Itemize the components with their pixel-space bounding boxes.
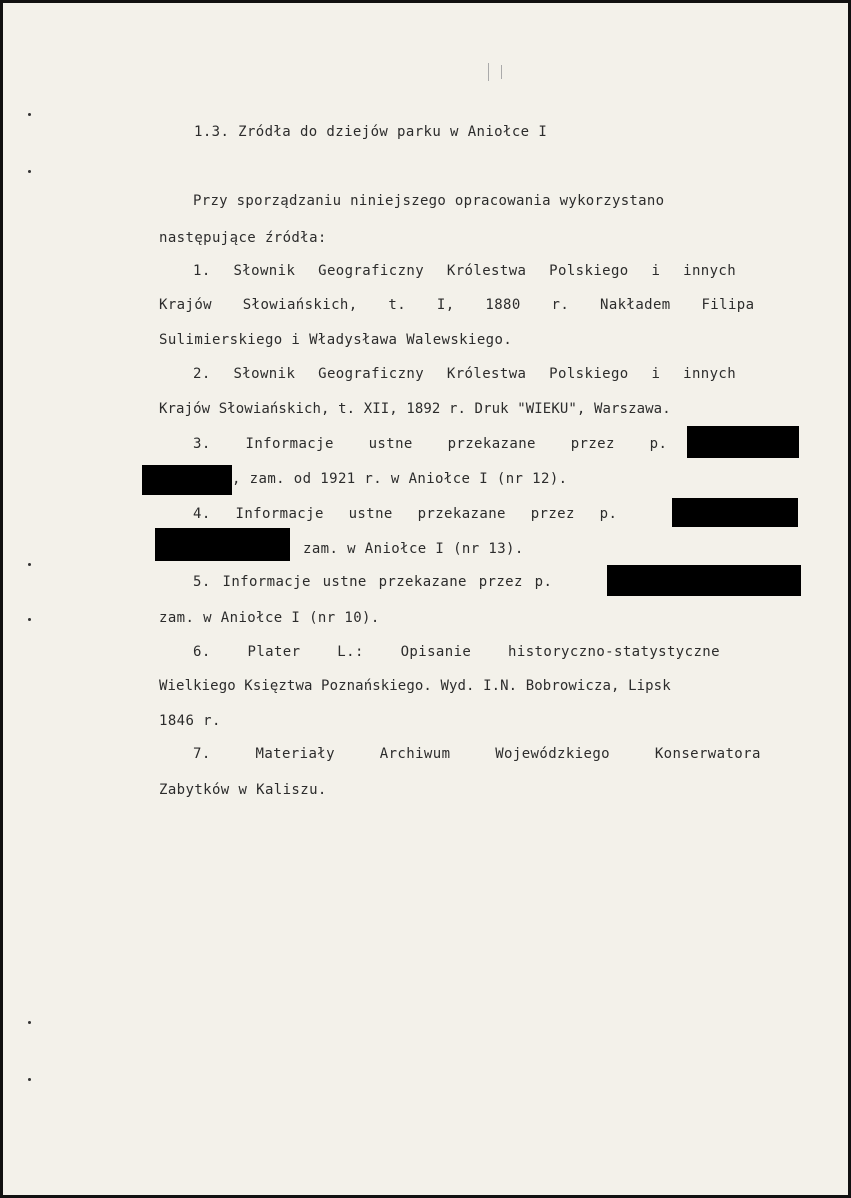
margin-mark: [28, 1021, 31, 1024]
source-item-7-line-2: Zabytków w Kaliszu.: [159, 782, 327, 798]
source-item-7-line-1: 7. Materiały Archiwum Wojewódzkiego Konserwatora: [193, 746, 761, 762]
source-item-6-line-2: Wielkiego Księztwa Poznańskiego. Wyd. I.N. Bobrowicza, Lipsk: [159, 678, 671, 694]
source-item-4-line-2: zam. w Aniołce I (nr 13).: [303, 541, 524, 557]
redaction-box: [672, 498, 798, 527]
margin-mark: [28, 113, 31, 116]
intro-line-2: następujące źródła:: [159, 230, 327, 246]
source-item-1-line-1: 1. Słownik Geograficzny Królestwa Polskiego i innych: [193, 263, 737, 279]
margin-mark: [28, 563, 31, 566]
source-item-6-line-1: 6. Plater L.: Opisanie historyczno-statystyczne: [193, 644, 720, 660]
source-item-3-line-1: 3. Informacje ustne przekazane przez p.: [193, 436, 668, 452]
redaction-box: [687, 426, 799, 458]
redaction-box: [142, 465, 232, 495]
section-heading: 1.3. Zródła do dziejów parku w Aniołce I: [194, 124, 548, 140]
paper-scratch: [501, 65, 502, 79]
source-item-5-line-1: 5. Informacje ustne przekazane przez p.: [193, 574, 553, 590]
source-item-3-line-2: , zam. od 1921 r. w Aniołce I (nr 12).: [232, 471, 568, 487]
source-item-6-line-3: 1846 r.: [159, 713, 221, 729]
margin-mark: [28, 618, 31, 621]
paper-scratch: [488, 63, 489, 81]
intro-line-1: Przy sporządzaniu niniejszego opracowania wykorzystano: [193, 193, 665, 209]
source-item-2-line-1: 2. Słownik Geograficzny Królestwa Polskiego i innych: [193, 366, 737, 382]
redaction-box: [155, 528, 290, 561]
margin-mark: [28, 1078, 31, 1081]
margin-mark: [28, 170, 31, 173]
source-item-1-line-2: Krajów Słowiańskich, t. I, 1880 r. Nakładem Filipa: [159, 297, 755, 313]
redaction-box: [607, 565, 801, 596]
source-item-4-line-1: 4. Informacje ustne przekazane przez p.: [193, 506, 618, 522]
source-item-5-line-2: zam. w Aniołce I (nr 10).: [159, 610, 380, 626]
source-item-1-line-3: Sulimierskiego i Władysława Walewskiego.: [159, 332, 513, 348]
source-item-2-line-2: Krajów Słowiańskich, t. XII, 1892 r. Druk "WIEKU", Warszawa.: [159, 401, 671, 417]
